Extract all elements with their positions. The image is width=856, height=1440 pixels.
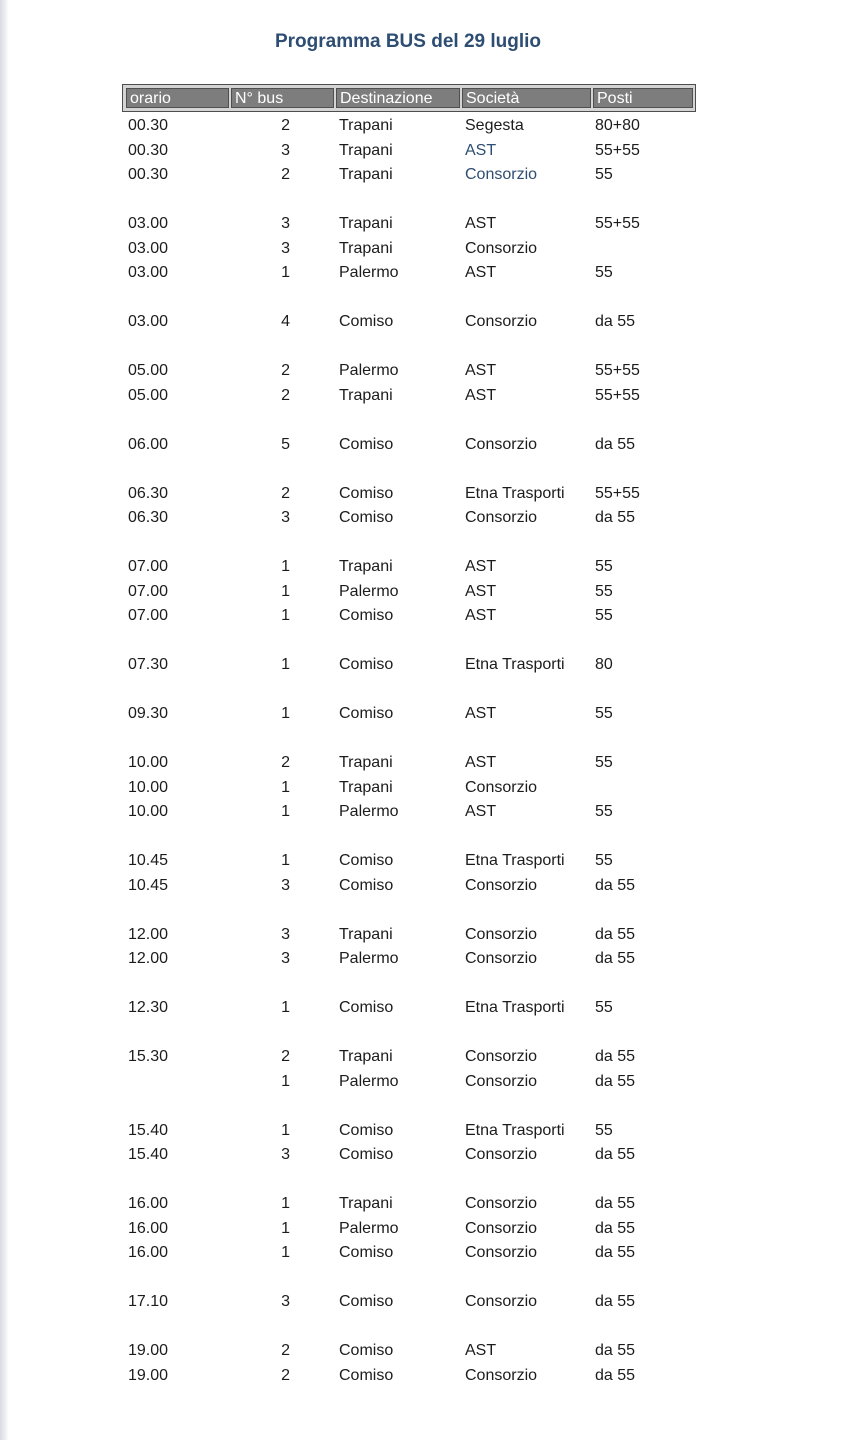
- cell-destination: Palermo: [339, 1072, 399, 1090]
- cell-time: 12.00: [128, 925, 169, 943]
- cell-company: AST: [465, 1342, 497, 1359]
- cell-seats: 55: [595, 264, 613, 281]
- table-row: [0, 310, 856, 335]
- cell-bus-count: 2: [281, 1048, 290, 1065]
- cell-destination: Comiso: [339, 509, 394, 526]
- cell-seats: 55: [595, 705, 613, 722]
- table-row: [0, 751, 856, 776]
- cell-time: 12.00: [128, 950, 169, 967]
- table-row: [0, 1119, 856, 1144]
- cell-time: 16.00: [128, 1195, 169, 1212]
- table-row: [0, 433, 856, 458]
- table-row: [0, 1364, 856, 1389]
- cell-seats: 55: [595, 582, 613, 600]
- table-row: [0, 580, 856, 605]
- cell-seats: da 55: [595, 509, 636, 526]
- cell-bus-count: 2: [281, 117, 290, 134]
- cell-bus-count: 1: [281, 1244, 290, 1261]
- cell-destination: Comiso: [339, 313, 394, 330]
- cell-seats: da 55: [595, 1219, 636, 1237]
- cell-destination: Trapani: [339, 754, 393, 771]
- table-row: [0, 482, 856, 507]
- cell-bus-count: 1: [281, 1121, 290, 1139]
- cell-destination: Palermo: [339, 264, 399, 281]
- cell-bus-count: 2: [281, 484, 290, 502]
- cell-bus-count: 2: [281, 754, 290, 771]
- cell-seats: da 55: [595, 1342, 636, 1359]
- cell-company: AST: [465, 558, 497, 575]
- table-row: [0, 604, 856, 629]
- cell-destination: Trapani: [339, 117, 393, 134]
- cell-time: 10.00: [128, 778, 169, 796]
- header-seats: Posti: [593, 88, 693, 108]
- cell-bus-count: 3: [281, 1293, 290, 1310]
- cell-bus-count: 2: [281, 362, 290, 379]
- cell-seats: 55: [595, 852, 613, 869]
- cell-company: AST: [465, 754, 497, 771]
- table-row: [0, 1339, 856, 1364]
- cell-company: Etna Trasporti: [465, 999, 565, 1016]
- cell-company: Consorzio: [465, 1219, 538, 1237]
- table-row: [0, 506, 856, 531]
- cell-company: AST: [465, 264, 497, 281]
- cell-company: Etna Trasporti: [465, 484, 565, 502]
- cell-bus-count: 1: [281, 999, 290, 1016]
- cell-seats: 55: [595, 166, 613, 183]
- cell-destination: Trapani: [339, 1048, 393, 1065]
- cell-time: 10.45: [128, 876, 169, 894]
- table-row: [0, 874, 856, 899]
- cell-time: 07.30: [128, 656, 169, 673]
- cell-bus-count: 1: [281, 778, 290, 796]
- cell-destination: Comiso: [339, 435, 394, 453]
- cell-time: 12.30: [128, 999, 169, 1016]
- table-row: [0, 800, 856, 825]
- cell-bus-count: 1: [281, 1219, 290, 1237]
- cell-destination: Comiso: [339, 1146, 394, 1163]
- cell-time: 16.00: [128, 1244, 169, 1261]
- cell-destination: Palermo: [339, 803, 399, 820]
- table-row: [0, 1070, 856, 1095]
- cell-seats: da 55: [595, 950, 636, 967]
- table-row: [0, 849, 856, 874]
- cell-destination: Trapani: [339, 166, 393, 183]
- cell-company: Consorzio: [465, 509, 538, 526]
- header-company: Società: [462, 88, 591, 108]
- table-row: [0, 1192, 856, 1217]
- cell-bus-count: 2: [281, 1342, 290, 1359]
- cell-seats: da 55: [595, 1366, 636, 1384]
- table-row: [0, 1143, 856, 1168]
- cell-bus-count: 3: [281, 509, 290, 526]
- table-row: [0, 702, 856, 727]
- cell-destination: Palermo: [339, 582, 399, 600]
- cell-time: 10.00: [128, 803, 169, 820]
- cell-seats: 55: [595, 1121, 613, 1139]
- cell-destination: Trapani: [339, 925, 393, 943]
- cell-bus-count: 2: [281, 386, 290, 404]
- cell-destination: Comiso: [339, 1293, 394, 1310]
- cell-company: AST: [465, 705, 497, 722]
- cell-seats: 80: [595, 656, 613, 673]
- table-row: [0, 359, 856, 384]
- table-row: [0, 1290, 856, 1315]
- table-row: [0, 114, 856, 139]
- table-row: [0, 776, 856, 801]
- cell-destination: Comiso: [339, 1244, 394, 1261]
- cell-company: Etna Trasporti: [465, 1121, 565, 1139]
- table-row: [0, 1241, 856, 1266]
- cell-bus-count: 3: [281, 950, 290, 967]
- cell-bus-count: 1: [281, 1195, 290, 1212]
- table-row: [0, 653, 856, 678]
- table-row: [0, 555, 856, 580]
- cell-destination: Comiso: [339, 852, 394, 869]
- cell-company: AST: [465, 607, 497, 624]
- cell-bus-count: 4: [281, 313, 290, 330]
- schedule-table-body: [0, 114, 856, 1388]
- table-row: [0, 261, 856, 286]
- cell-time: 10.45: [128, 852, 169, 869]
- cell-bus-count: 2: [281, 166, 290, 183]
- cell-time: 06.30: [128, 484, 169, 502]
- cell-company: AST: [465, 362, 497, 379]
- cell-time: 03.00: [128, 239, 169, 257]
- cell-seats: 55+55: [595, 484, 640, 502]
- cell-bus-count: 3: [281, 876, 290, 894]
- cell-destination: Comiso: [339, 484, 394, 502]
- cell-time: 00.30: [128, 141, 169, 159]
- cell-company: Consorzio: [465, 925, 538, 943]
- cell-time: 07.00: [128, 607, 169, 624]
- cell-destination: Palermo: [339, 1219, 399, 1237]
- cell-bus-count: 1: [281, 656, 290, 673]
- cell-destination: Comiso: [339, 705, 394, 722]
- cell-seats: 55+55: [595, 141, 640, 159]
- cell-bus-count: 2: [281, 1366, 290, 1384]
- cell-company: Consorzio: [465, 1048, 538, 1065]
- cell-time: 05.00: [128, 362, 169, 379]
- cell-destination: Trapani: [339, 386, 393, 404]
- cell-company: AST: [465, 215, 497, 232]
- cell-company: Consorzio: [465, 778, 538, 796]
- cell-company: Consorzio: [465, 1293, 538, 1310]
- cell-destination: Comiso: [339, 656, 394, 673]
- cell-company: Consorzio: [465, 166, 538, 183]
- cell-seats: 55: [595, 558, 613, 575]
- table-row: [0, 1045, 856, 1070]
- cell-company: AST: [465, 582, 497, 600]
- cell-time: 19.00: [128, 1366, 169, 1384]
- cell-company: AST: [465, 386, 497, 404]
- cell-destination: Palermo: [339, 950, 399, 967]
- cell-seats: 55+55: [595, 215, 640, 232]
- cell-bus-count: 1: [281, 705, 290, 722]
- cell-seats: da 55: [595, 1244, 636, 1261]
- cell-destination: Trapani: [339, 141, 393, 159]
- cell-destination: Trapani: [339, 239, 393, 257]
- cell-seats: 80+80: [595, 117, 640, 134]
- cell-company: AST: [465, 803, 497, 820]
- table-row: [0, 163, 856, 188]
- cell-time: 15.40: [128, 1121, 169, 1139]
- cell-destination: Palermo: [339, 362, 399, 379]
- cell-company: Etna Trasporti: [465, 656, 565, 673]
- cell-seats: da 55: [595, 435, 636, 453]
- cell-company: AST: [465, 141, 497, 159]
- cell-time: 07.00: [128, 558, 169, 575]
- cell-seats: 55: [595, 999, 613, 1016]
- cell-bus-count: 1: [281, 607, 290, 624]
- cell-time: 19.00: [128, 1342, 169, 1359]
- cell-destination: Trapani: [339, 778, 393, 796]
- cell-bus-count: 1: [281, 582, 290, 600]
- cell-bus-count: 3: [281, 141, 290, 159]
- cell-bus-count: 5: [281, 435, 290, 453]
- cell-time: 07.00: [128, 582, 169, 600]
- cell-company: Consorzio: [465, 435, 538, 453]
- cell-time: 03.00: [128, 215, 169, 232]
- cell-bus-count: 3: [281, 1146, 290, 1163]
- cell-destination: Trapani: [339, 558, 393, 575]
- table-header: [122, 84, 696, 112]
- header-destination: Destinazione: [336, 88, 460, 108]
- cell-seats: da 55: [595, 313, 636, 330]
- cell-seats: 55+55: [595, 386, 640, 404]
- cell-seats: da 55: [595, 925, 636, 943]
- table-row: [0, 237, 856, 262]
- cell-time: 17.10: [128, 1293, 169, 1310]
- table-row: [0, 1217, 856, 1242]
- cell-time: 00.30: [128, 166, 169, 183]
- cell-seats: da 55: [595, 1293, 636, 1310]
- cell-destination: Comiso: [339, 1342, 394, 1359]
- table-row: [0, 139, 856, 164]
- cell-destination: Comiso: [339, 876, 394, 894]
- cell-seats: da 55: [595, 1072, 636, 1090]
- cell-time: 06.00: [128, 435, 169, 453]
- table-row: [0, 212, 856, 237]
- cell-destination: Comiso: [339, 607, 394, 624]
- table-row: [0, 996, 856, 1021]
- cell-bus-count: 1: [281, 264, 290, 281]
- cell-company: Consorzio: [465, 1072, 538, 1090]
- cell-bus-count: 3: [281, 925, 290, 943]
- cell-destination: Comiso: [339, 1121, 394, 1139]
- cell-company: Consorzio: [465, 876, 538, 894]
- cell-time: 05.00: [128, 386, 169, 404]
- cell-seats: da 55: [595, 1048, 636, 1065]
- cell-destination: Trapani: [339, 1195, 393, 1212]
- cell-bus-count: 1: [281, 1072, 290, 1090]
- cell-seats: 55: [595, 607, 613, 624]
- header-time: orario: [126, 88, 229, 108]
- cell-time: 06.30: [128, 509, 169, 526]
- cell-time: 15.40: [128, 1146, 169, 1163]
- cell-seats: 55+55: [595, 362, 640, 379]
- cell-time: 15.30: [128, 1048, 169, 1065]
- cell-company: Consorzio: [465, 1146, 538, 1163]
- table-row: [0, 947, 856, 972]
- cell-bus-count: 3: [281, 239, 290, 257]
- cell-time: 00.30: [128, 117, 169, 134]
- cell-destination: Trapani: [339, 215, 393, 232]
- cell-company: Consorzio: [465, 1244, 538, 1261]
- cell-company: Consorzio: [465, 1366, 538, 1384]
- cell-time: 10.00: [128, 754, 169, 771]
- cell-bus-count: 1: [281, 852, 290, 869]
- cell-time: 09.30: [128, 705, 169, 722]
- cell-company: Consorzio: [465, 950, 538, 967]
- cell-company: Etna Trasporti: [465, 852, 565, 869]
- cell-company: Segesta: [465, 117, 524, 134]
- table-row: [0, 384, 856, 409]
- cell-destination: Comiso: [339, 1366, 394, 1384]
- cell-bus-count: 1: [281, 558, 290, 575]
- cell-time: 16.00: [128, 1219, 169, 1237]
- cell-company: Consorzio: [465, 313, 538, 330]
- page-title: Programma BUS del 29 luglio: [274, 31, 542, 52]
- cell-time: 03.00: [128, 264, 169, 281]
- cell-bus-count: 1: [281, 803, 290, 820]
- header-bus: N° bus: [231, 88, 334, 108]
- cell-time: 03.00: [128, 313, 169, 330]
- cell-seats: da 55: [595, 1195, 636, 1212]
- cell-seats: da 55: [595, 876, 636, 894]
- cell-seats: da 55: [595, 1146, 636, 1163]
- cell-company: Consorzio: [465, 1195, 538, 1212]
- cell-bus-count: 3: [281, 215, 290, 232]
- cell-seats: 55: [595, 754, 613, 771]
- cell-destination: Comiso: [339, 999, 394, 1016]
- table-row: [0, 923, 856, 948]
- cell-seats: 55: [595, 803, 613, 820]
- cell-company: Consorzio: [465, 239, 538, 257]
